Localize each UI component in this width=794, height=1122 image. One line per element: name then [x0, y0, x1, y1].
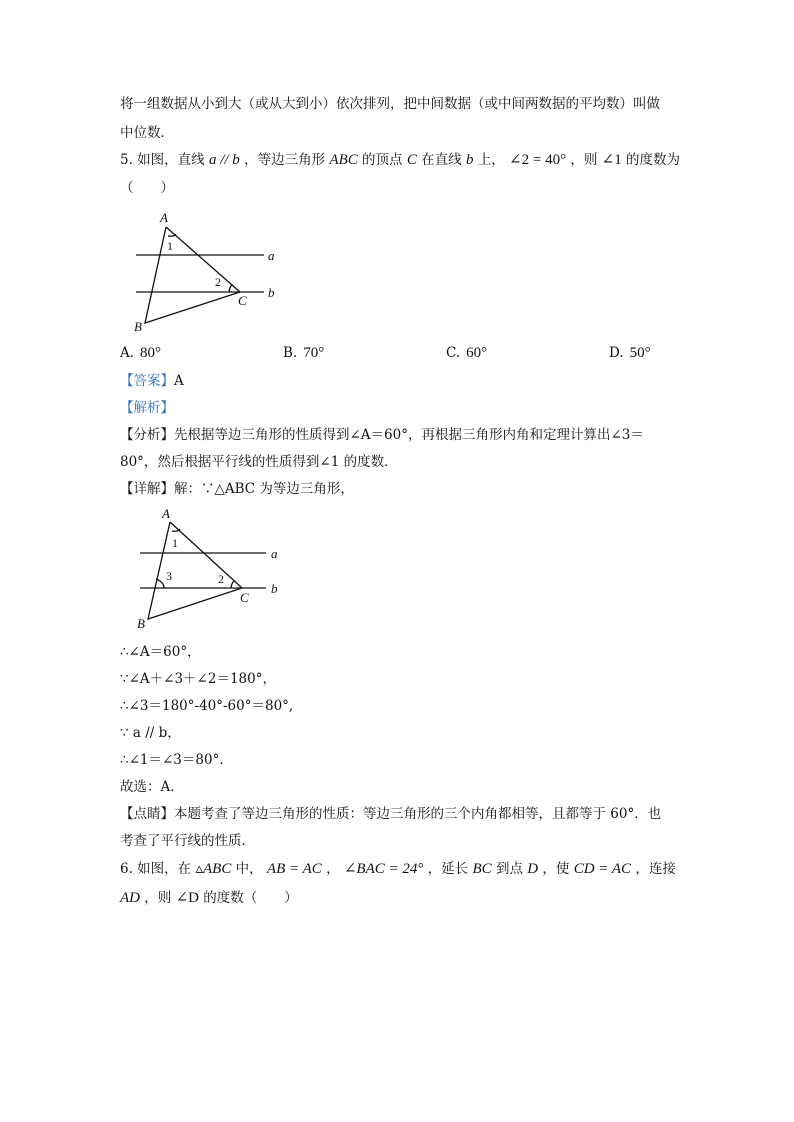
step-4: ∵ a // b， — [120, 725, 181, 741]
q5-parallel: a // b — [208, 152, 240, 168]
option-d-letter: D. — [609, 345, 624, 361]
q5-option-d[interactable] — [609, 344, 651, 362]
q5-angle2: ∠2 = 40° — [509, 152, 567, 168]
label-b-2: b — [271, 581, 278, 596]
q5-angle1: ∠1 — [601, 152, 622, 168]
q5-solution-figure — [120, 505, 300, 640]
q6-bc: BC — [472, 861, 492, 877]
q5-stem-on: 上， — [477, 152, 505, 168]
q6-ad: AD — [120, 890, 140, 906]
option-a-value: 80° — [140, 345, 162, 361]
q5-option-c[interactable] — [446, 344, 487, 362]
q6-p9: 的度数（ ） — [203, 890, 298, 906]
q5-stem-mid: ，等边三角形 — [244, 152, 326, 168]
option-a-letter: A. — [120, 345, 135, 361]
label-a-2: a — [271, 546, 278, 561]
q6-eq1: AB = AC — [266, 861, 322, 877]
q5-figure — [120, 205, 300, 340]
label-1-2: 1 — [172, 536, 178, 550]
q5-option-a[interactable] — [120, 344, 161, 362]
option-c-value: 60° — [466, 345, 488, 361]
q5-line-b: b — [465, 152, 474, 168]
q5-paren: （ ） — [120, 180, 174, 196]
q6-p3: ， — [326, 861, 340, 877]
q5-analysis-tag — [120, 399, 174, 417]
label-3: 3 — [166, 569, 172, 583]
q6-p2: 中， — [235, 861, 263, 877]
q6-stem-line-2 — [120, 889, 298, 907]
comment-tag: 【点睛】 — [120, 806, 174, 822]
q6-p6: ，使 — [542, 861, 570, 877]
label-a: a — [268, 248, 275, 263]
q6-p8: ，则 — [144, 890, 172, 906]
q5-stem-then: ，则 — [570, 152, 598, 168]
q6-stem-line-1 — [120, 860, 676, 878]
q5-stem-vertex: 的顶点 — [362, 152, 403, 168]
q5-detail — [120, 480, 354, 498]
step-5: ∴∠1＝∠3＝80°． — [120, 752, 233, 768]
label-C: C — [238, 293, 247, 308]
comment-text-1: 本题考查了等边三角形的性质：等边三角形的三个内角都相等，且都等于 60°．也 — [174, 806, 662, 822]
q6-angle-d: ∠D — [175, 890, 199, 906]
q6-p1: 6. 如图，在 — [120, 861, 192, 877]
label-b: b — [268, 285, 275, 300]
q6-d: D — [527, 861, 539, 877]
option-c-letter: C. — [446, 345, 461, 361]
q5-stem-num: 5. 如图，直线 — [120, 152, 205, 168]
step-3: ∴∠3＝180°-40°-60°＝80°, — [120, 698, 294, 714]
triangle-abc-2 — [148, 522, 242, 619]
label-B: B — [134, 319, 142, 334]
label-A: A — [160, 210, 168, 225]
q5-stem-end: 的度数为 — [626, 152, 681, 168]
label-2-2: 2 — [218, 572, 224, 586]
option-d-value: 50° — [629, 345, 651, 361]
detail-tag: 【详解】 — [120, 481, 174, 497]
intro-line-1: 将一组数据从小到大（或从大到小）依次排列，把中间数据（或中间两数据的平均数）叫做 — [120, 96, 660, 112]
q5-option-b[interactable] — [283, 344, 324, 362]
q5-point-c: C — [406, 152, 417, 168]
label-A-2: A — [162, 506, 170, 521]
q5-stem-online: 在直线 — [421, 152, 462, 168]
q6-triangle: ▵ABC — [195, 861, 232, 877]
comment-line-1 — [120, 805, 661, 823]
q5-fenxi-line-2: 80°，然后根据平行线的性质得到∠1 的度数． — [120, 454, 398, 470]
label-C-2: C — [240, 590, 249, 605]
answer-tag: 【答案】 — [120, 373, 174, 389]
triangle-abc — [145, 227, 240, 323]
step-2: ∵∠A＋∠3＋∠2＝180°， — [120, 671, 276, 687]
intro-line-2: 中位数． — [120, 125, 174, 141]
label-B-2: B — [137, 616, 145, 631]
q6-p7: ，连接 — [635, 861, 676, 877]
option-b-value: 70° — [303, 345, 325, 361]
label-2: 2 — [215, 275, 221, 289]
q6-eq2: ∠BAC = 24° — [343, 861, 424, 877]
q5-stem — [120, 151, 680, 169]
q6-p4: ，延长 — [427, 861, 469, 877]
q5-triangle-abc: ABC — [329, 152, 358, 168]
option-b-letter: B. — [283, 345, 298, 361]
answer-value: A — [174, 373, 184, 389]
q5-answer — [120, 372, 184, 390]
q6-eq3: CD = AC — [573, 861, 632, 877]
q5-fenxi-line-1 — [120, 426, 644, 444]
choose-line: 故选：A． — [120, 779, 184, 795]
label-1: 1 — [167, 239, 173, 253]
fenxi-tag: 【分析】 — [120, 427, 174, 443]
detail-text: 解：∵△ABC 为等边三角形， — [174, 481, 354, 497]
q6-p5: 到点 — [495, 861, 523, 877]
comment-line-2: 考查了平行线的性质． — [120, 833, 255, 849]
angle-2-arc-2 — [231, 581, 235, 588]
fenxi-text-1: 先根据等边三角形的性质得到∠A＝60°，再根据三角形内角和定理计算出∠3＝ — [174, 427, 644, 443]
analysis-tag: 【解析】 — [120, 400, 174, 416]
step-1: ∴∠A＝60°， — [120, 644, 201, 660]
